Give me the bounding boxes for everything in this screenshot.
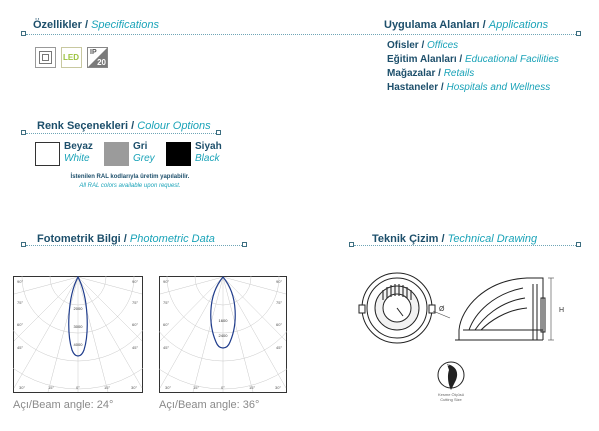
angle-label: 0° [221, 385, 225, 390]
colour-label-grey: Gri Grey [133, 141, 155, 164]
applications-title: Uygulama Alanları / Applications [384, 19, 549, 31]
angle-label: 90° [276, 279, 283, 284]
divider [26, 34, 576, 35]
ring-label: 2400 [218, 333, 228, 338]
ring-label: 3000 [73, 324, 83, 329]
cutting-size-en: Cutting Size [440, 397, 462, 402]
specs-title: Özellikler / Specifications [33, 19, 159, 31]
angle-label: 60° [163, 322, 170, 327]
beam-angle-label: Açı/Beam angle: 36° [159, 399, 260, 411]
angle-label: 90° [163, 279, 170, 284]
angle-label: 75° [17, 300, 24, 305]
angle-label: 45° [132, 345, 139, 350]
angle-label: 15° [48, 385, 55, 390]
ip-rating-icon: IP 20 [87, 47, 108, 68]
angle-label: 30° [275, 385, 282, 390]
divider [354, 245, 576, 246]
beam-angle-label: Açı/Beam angle: 24° [13, 399, 114, 411]
polar-diagram-24 [13, 276, 143, 393]
angle-label: 90° [132, 279, 139, 284]
angle-label: 15° [193, 385, 200, 390]
diameter-label: Ø [439, 306, 445, 313]
angle-label: 0° [76, 385, 80, 390]
technical-drawing [355, 268, 587, 418]
colour-swatch-white [35, 142, 60, 166]
ring-label: 1600 [218, 318, 228, 323]
ring-label: 2000 [73, 306, 83, 311]
colour-swatch-grey [104, 142, 129, 166]
colour-label-black: Siyah Black [195, 141, 222, 164]
list-item: Ofisler / Offices [387, 40, 459, 51]
polar-diagram-36 [159, 276, 287, 393]
list-item: Eğitim Alanları / Educational Facilities [387, 54, 559, 65]
angle-label: 45° [163, 345, 170, 350]
list-item: Hastaneler / Hospitals and Wellness [387, 82, 551, 93]
applications-list [387, 39, 559, 95]
angle-label: 45° [276, 345, 283, 350]
svg-text:Ø: Ø [447, 363, 450, 367]
angle-label: 75° [163, 300, 170, 305]
technical-title: Teknik Çizim / Technical Drawing [372, 233, 538, 245]
angle-label: 30° [165, 385, 172, 390]
angle-label: 45° [17, 345, 24, 350]
height-label: H [559, 307, 565, 314]
divider [26, 133, 216, 134]
angle-label: 60° [276, 322, 283, 327]
frame-icon [35, 47, 56, 68]
angle-label: 15° [249, 385, 256, 390]
rule-node [242, 242, 247, 247]
cutting-size-tr: Kesme Ölçüsü [437, 392, 465, 397]
list-item: Mağazalar / Retails [387, 68, 475, 79]
rule-node [576, 242, 581, 247]
photometric-title: Fotometrik Bilgi / Photometric Data [37, 233, 215, 245]
angle-label: 30° [131, 385, 138, 390]
angle-label: 60° [132, 322, 139, 327]
colours-title: Renk Seçenekleri / Colour Options [37, 120, 211, 132]
side-view [455, 278, 545, 340]
colour-swatch-black [166, 142, 191, 166]
angle-label: 90° [17, 279, 24, 284]
rule-node [576, 31, 581, 36]
rule-node [216, 130, 221, 135]
ring-label: 4000 [73, 342, 83, 347]
angle-label: 60° [17, 322, 24, 327]
angle-label: 75° [276, 300, 283, 305]
angle-label: 30° [19, 385, 26, 390]
ral-note: İstenilen RAL kodlarıyla üretim yapılabilir. All RAL colors available upon request. [70, 174, 190, 189]
divider [26, 245, 242, 246]
angle-label: 15° [104, 385, 111, 390]
colour-label-white: Beyaz White [64, 141, 93, 164]
cutting-size-icon [438, 362, 464, 390]
angle-label: 75° [132, 300, 139, 305]
led-icon: LED [61, 47, 82, 68]
